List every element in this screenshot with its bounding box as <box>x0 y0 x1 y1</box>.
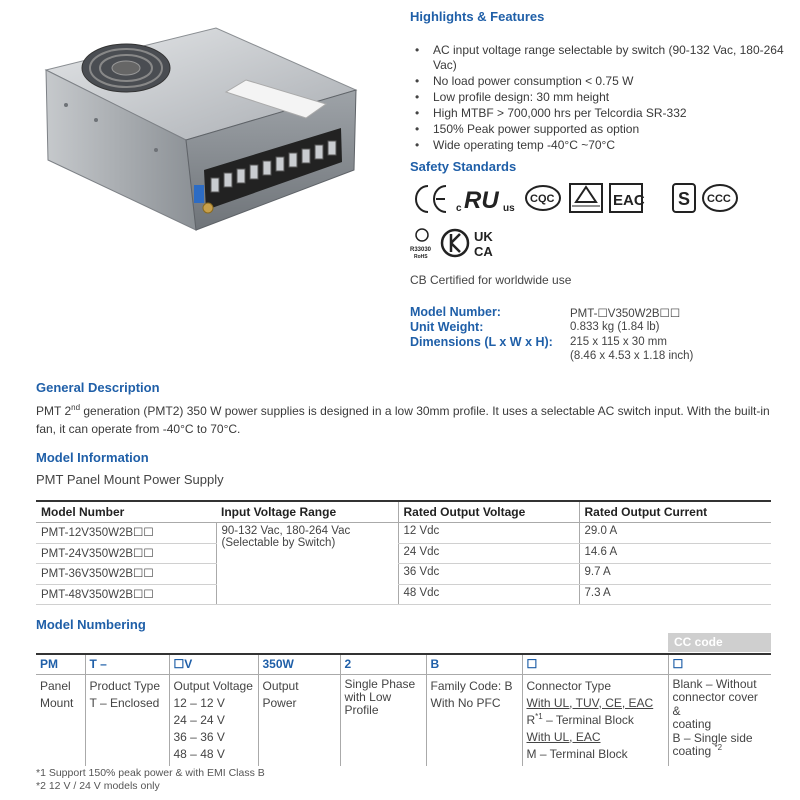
table-header: ☐V <box>169 654 258 674</box>
table-header: 2 <box>340 654 426 674</box>
table-cell: 12 Vdc <box>398 523 579 544</box>
svg-text:RoHS: RoHS <box>414 254 428 260</box>
table-header: 350W <box>258 654 340 674</box>
certification-marks-row-2 <box>410 226 510 260</box>
table-cell: Family Code: B With No PFC <box>426 674 522 766</box>
table-cell: Output Power <box>258 674 340 766</box>
dimensions-inch-value: (8.46 x 4.53 x 1.18 inch) <box>570 350 694 362</box>
table-header: Model Number <box>36 501 216 523</box>
svg-text:c: c <box>456 203 462 214</box>
table-row <box>36 523 771 544</box>
table-cell: Product Type T – Enclosed <box>85 674 169 766</box>
svg-text:S: S <box>678 189 691 209</box>
svg-text:us: us <box>503 203 515 214</box>
table-header-row <box>36 501 771 523</box>
dimensions-label: Dimensions (L x W x H): <box>410 335 553 349</box>
table-cell: 36 Vdc <box>398 564 579 585</box>
model-number-value: PMT-☐V350W2B☐☐ <box>570 308 681 320</box>
table-cell: PMT-24V350W2B☐☐ <box>36 543 216 564</box>
list-item: • AC input voltage range selectable by switch (90-132 Vac, 180-264 Vac) <box>415 43 785 72</box>
highlights-list <box>415 43 785 154</box>
tuv-mark-icon <box>570 184 602 212</box>
certification-marks-row <box>410 180 760 218</box>
table-header: Rated Output Voltage <box>398 501 579 523</box>
dimensions-value: 215 x 115 x 30 mm <box>570 336 667 348</box>
model-numbering-title: Model Numbering <box>36 617 146 632</box>
unit-weight-label: Unit Weight: <box>410 320 484 334</box>
svg-text:UK: UK <box>474 229 493 244</box>
table-cell: 14.6 A <box>579 543 771 564</box>
table-cell: 29.0 A <box>579 523 771 544</box>
ccc-mark-icon <box>703 185 737 211</box>
safety-standards-title: Safety Standards <box>410 159 517 174</box>
table-cell: Single Phase with Low Profile <box>340 674 426 766</box>
svg-text:CQC: CQC <box>530 193 555 205</box>
table-header: Rated Output Current <box>579 501 771 523</box>
model-information-title: Model Information <box>36 450 149 465</box>
table-cell: PMT-48V350W2B☐☐ <box>36 584 216 605</box>
footnote-1: *1 Support 150% peak power & with EMI Class B <box>36 767 265 779</box>
table-cell: PMT-36V350W2B☐☐ <box>36 564 216 585</box>
table-header: Input Voltage Range <box>216 501 398 523</box>
cqc-mark-icon <box>526 186 560 210</box>
svg-text:EAC: EAC <box>613 192 645 209</box>
model-numbering-table <box>36 653 771 766</box>
table-cell: 24 Vdc <box>398 543 579 564</box>
list-item: • Wide operating temp -40°C ~70°C <box>415 138 785 153</box>
footnote-2: *2 12 V / 24 V models only <box>36 780 160 792</box>
table-cell: 9.7 A <box>579 564 771 585</box>
table-header: T – <box>85 654 169 674</box>
power-supply-product-image <box>36 20 366 240</box>
list-item: • High MTBF > 700,000 hrs per Telcordia SR-332 <box>415 106 785 121</box>
rohs-mark-icon <box>410 229 432 260</box>
table-header: ☐ <box>668 654 771 674</box>
table-row <box>36 564 771 585</box>
eac-mark-icon <box>610 184 645 212</box>
general-description-title: General Description <box>36 380 160 395</box>
unit-weight-value: 0.833 kg (1.84 lb) <box>570 321 660 333</box>
model-information-table <box>36 500 771 605</box>
list-item: • Low profile design: 30 mm height <box>415 90 785 105</box>
table-cell: Blank – Without connector cover & coating B – Single side coating $^{*2}$ <box>668 674 771 766</box>
table-header: PM <box>36 654 85 674</box>
table-cell: PMT-12V350W2B☐☐ <box>36 523 216 544</box>
list-item: • 150% Peak power supported as option <box>415 122 785 137</box>
table-row <box>36 674 771 766</box>
table-row <box>36 584 771 605</box>
svg-text:R33030: R33030 <box>410 247 432 253</box>
model-information-subtitle: PMT Panel Mount Power Supply <box>36 472 224 487</box>
table-header-row <box>36 654 771 674</box>
general-description-text: PMT 2nd generation (PMT2) 350 W power supplies is designed in a low 30mm profile. It uses a selectable AC switch input. With the built-in fan, it can operate from -40°C to 70°C. <box>36 403 770 436</box>
ce-mark-icon <box>416 186 446 212</box>
s-mark-icon <box>673 184 695 212</box>
cul-us-mark-icon <box>456 187 515 214</box>
table-row <box>36 543 771 564</box>
kc-mark-icon <box>442 230 468 256</box>
table-cell: Panel Mount <box>40 678 74 710</box>
list-item: • No load power consumption < 0.75 W <box>415 74 785 89</box>
input-range-cell: 90-132 Vac, 180-264 Vac (Selectable by Switch) <box>216 523 398 605</box>
svg-text:RU: RU <box>464 187 499 214</box>
model-number-label: Model Number: <box>410 305 501 319</box>
svg-text:CCC: CCC <box>707 193 731 205</box>
highlights-title: Highlights & Features <box>410 9 545 24</box>
table-cell: Connector Type With UL, TUV, CE, EAC $R^{*1}$ – Terminal Block With UL, EAC M – Terminal Block <box>522 674 668 766</box>
svg-text:CA: CA <box>474 244 493 259</box>
cb-certified-text: CB Certified for worldwide use <box>410 273 572 287</box>
table-cell: 7.3 A <box>579 584 771 605</box>
table-cell: 48 Vdc <box>398 584 579 605</box>
cc-code-label: CC code <box>668 633 771 652</box>
ukca-mark-icon <box>474 229 493 259</box>
table-header: ☐ <box>522 654 668 674</box>
table-header: B <box>426 654 522 674</box>
table-cell: Output Voltage 12 – 12 V 24 – 24 V 36 – 36 V 48 – 48 V <box>169 674 258 766</box>
